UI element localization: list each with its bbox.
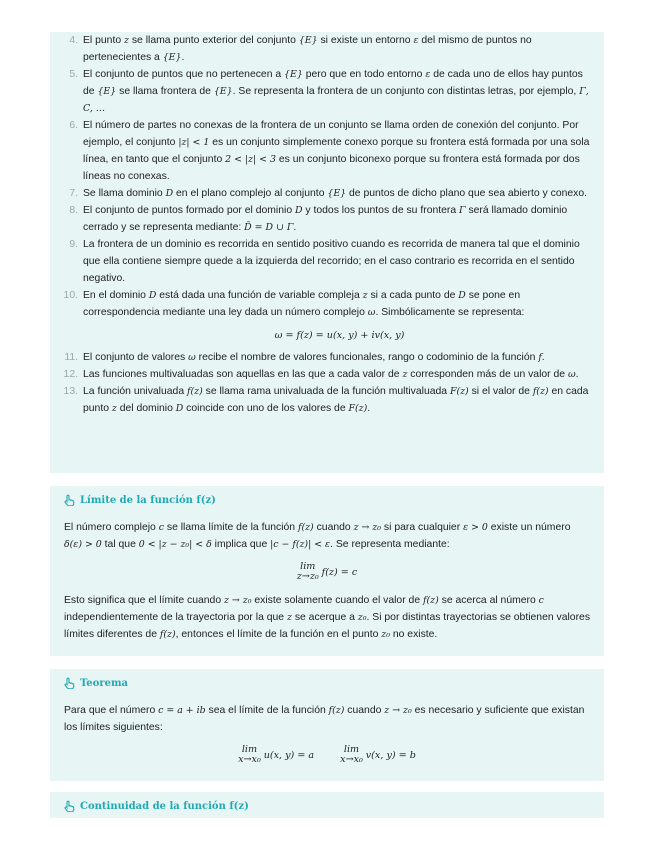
continuidad-box <box>50 792 604 818</box>
text-run: se pone en correspondencia mediante una ley dada un número complejo <box>83 290 521 318</box>
text-run: del mismo de puntos no pertenecientes a <box>83 35 532 63</box>
text-run: . <box>293 222 297 233</box>
limite-box <box>50 486 604 656</box>
hand-pointer-icon <box>64 494 75 506</box>
math-inline: c <box>538 595 544 606</box>
math-inline: D <box>175 403 184 414</box>
lim-operator: lim <box>300 561 316 572</box>
math-inline: δ(ε) > 0 <box>64 539 102 550</box>
math-inline: 0 < |z − z₀| < δ <box>138 539 212 550</box>
text-run: del dominio <box>116 403 176 414</box>
text-run: El número de partes no conexas de la frontera de un conjunto se llama orden de conexión del conjunto. Por ejemplo, el conjunto <box>83 120 579 148</box>
math-inline: |c − f(z)| < ε <box>270 539 331 550</box>
text-run: cuando <box>344 705 385 716</box>
text-run: tal que <box>101 539 139 550</box>
limite-definition <box>64 519 590 553</box>
list-item-text <box>83 352 545 363</box>
text-run: . <box>575 369 579 380</box>
list-item <box>60 287 596 344</box>
text-run: coincide con uno de los valores de <box>183 403 349 414</box>
math-inline: f(z) <box>423 595 439 606</box>
list-item-text <box>83 369 579 380</box>
lim-expression: f(z) = c <box>321 566 358 578</box>
text-run: se acerque a <box>291 612 358 623</box>
math-inline: f(z) <box>187 386 203 397</box>
list-item-number: 13. <box>63 386 78 397</box>
math-inline: D̄ = D ∪ Γ <box>244 222 294 233</box>
teorema-box <box>50 669 604 781</box>
list-item <box>60 383 596 417</box>
math-inline: ω <box>367 307 376 318</box>
text-run: El conjunto de puntos formado por el dominio <box>83 205 295 216</box>
text-run: sea el límite de la función <box>205 705 329 716</box>
math-inline: {E} <box>162 52 182 63</box>
math-inline: c <box>158 522 164 533</box>
list-item-number: 11. <box>64 352 78 363</box>
math-inline: Γ <box>459 205 466 216</box>
math-inline: F(z) <box>449 386 469 397</box>
math-inline: ε <box>413 35 419 46</box>
math-inline: 2 < |z| < 3 <box>225 154 276 165</box>
text-run: si el valor de <box>468 386 533 397</box>
hand-pointer-icon <box>64 800 75 812</box>
list-item <box>60 117 596 185</box>
list-item-text <box>83 386 588 414</box>
math-inline: z <box>362 290 368 301</box>
text-run: se llama límite de la función <box>163 522 298 533</box>
math-inline: {E} <box>284 69 303 80</box>
math-inline: {E} <box>213 86 233 97</box>
list-item <box>60 349 596 366</box>
math-inline: {E} <box>327 188 347 199</box>
list-item-text <box>83 188 587 199</box>
text-run: La frontera de un dominio es recorrida en sentido positivo cuando es recorrida de manera tal que el dominio que ella contiene siempre quede a la izquierda del recorrido; en el caso contrario es recorrida en el sentido negativo. <box>83 239 580 284</box>
text-run: El conjunto de puntos que no pertenecen a <box>83 69 285 80</box>
list-item-number: 8. <box>69 205 78 216</box>
text-run: en cada punto <box>83 386 589 414</box>
list-item <box>60 202 596 236</box>
definitions-list <box>60 32 596 417</box>
text-run: se acerca al número <box>438 595 539 606</box>
list-item <box>60 236 596 287</box>
math-inline: c = a + ib <box>158 705 206 716</box>
text-run: es un conjunto simplemente conexo porque su frontera está formada por una sola línea, en tanto que el conjunto <box>83 137 590 165</box>
text-run: se llama punto exterior del conjunto <box>128 35 299 46</box>
text-run: independientemente de la trayectoria por la que <box>64 612 287 623</box>
teorema-box-title: Teorema <box>80 677 129 689</box>
math-inline: F(z) <box>348 403 368 414</box>
list-item-number: 5. <box>69 69 78 80</box>
limite-box-header <box>64 491 590 509</box>
text-run: si para cualquier <box>381 522 464 533</box>
limit-equation <box>64 562 590 582</box>
math-inline: z → z₀ <box>224 595 252 606</box>
text-run: y todos los puntos de su frontera <box>302 205 460 216</box>
text-run: Esto significa que el límite cuando <box>64 595 224 606</box>
list-item-text <box>83 205 567 233</box>
list-item-number: 10. <box>63 290 78 301</box>
text-run: El número complejo <box>64 522 159 533</box>
text-run: En el dominio <box>83 290 149 301</box>
math-inline: z₀ <box>357 612 367 623</box>
math-inline: ε <box>425 69 431 80</box>
text-run: . Si por distintas trayectorias se obtienen valores límites diferentes de <box>64 612 591 640</box>
text-run: cuando <box>313 522 354 533</box>
math-inline: z₀ <box>381 629 390 640</box>
list-item <box>60 66 596 117</box>
display-equation: ω = f(z) = u(x, y) + iv(x, y) <box>274 330 405 341</box>
text-run: es un conjunto biconexo porque su frontera está formada por dos líneas no conexas. <box>83 154 580 182</box>
continuidad-box-title: Continuidad de la función f(z) <box>80 800 249 812</box>
text-run: de cada uno de ellos hay puntos de <box>83 69 583 97</box>
math-inline: ε > 0 <box>463 522 488 533</box>
text-run: en el plano complejo al conjunto <box>173 188 328 199</box>
math-inline: z <box>286 612 292 623</box>
math-inline: ω <box>567 369 576 380</box>
math-inline: Γ, C, … <box>83 86 589 114</box>
math-inline: |z| < 1 <box>178 137 210 148</box>
math-inline: f(z) <box>297 522 314 533</box>
list-item-text <box>83 239 580 284</box>
math-inline: D <box>294 205 303 216</box>
math-inline: z <box>111 403 117 414</box>
text-run: existe un número <box>487 522 571 533</box>
text-run: existe solamente cuando el valor de <box>251 595 424 606</box>
teorema-limits <box>64 745 590 765</box>
text-run: será llamado dominio cerrado y se representa mediante: <box>83 205 568 233</box>
limit-v: lim x→x₀ v(x, y) = b <box>340 744 416 765</box>
math-inline: z → z₀ <box>353 522 382 533</box>
text-run: Se llama dominio <box>83 188 166 199</box>
math-inline: z <box>124 35 129 46</box>
math-inline: {E} <box>298 35 318 46</box>
math-inline: z → z₀ <box>384 705 412 716</box>
text-run: . <box>541 352 545 363</box>
math-inline: f(z) <box>328 705 345 716</box>
list-item-number: 7. <box>69 188 78 199</box>
text-run: Las funciones multivaluadas son aquellas en las que a cada valor de <box>83 369 403 380</box>
list-item <box>60 32 596 66</box>
list-item-number: 4. <box>69 35 78 46</box>
limite-box-title: Límite de la función f(z) <box>80 494 216 506</box>
list-item-text <box>83 290 524 318</box>
math-inline: f <box>538 352 542 363</box>
math-inline: f(z) <box>532 386 549 397</box>
text-run: . Se representa mediante: <box>330 539 450 550</box>
math-inline: z <box>402 369 408 380</box>
text-run: es necesario y suficiente que existan los límites siguientes: <box>64 705 585 733</box>
text-run: La función univaluada <box>83 386 187 397</box>
lim-subscript: z→z₀ <box>296 571 319 582</box>
teorema-box-header <box>64 674 590 692</box>
text-run: . Simbólicamente se representa: <box>375 307 525 318</box>
text-run: recibe el nombre de valores funcionales, rango o codominio de la función <box>195 352 539 363</box>
hand-pointer-icon <box>64 677 75 689</box>
text-run: . <box>367 403 371 414</box>
text-run: no existe. <box>389 629 438 640</box>
text-run: si a cada punto de <box>367 290 459 301</box>
text-run: , entonces el límite de la función en el punto <box>175 629 382 640</box>
list-item-text <box>83 35 532 63</box>
text-run: . <box>181 52 185 63</box>
text-run: implica que <box>211 539 271 550</box>
text-run: El conjunto de valores <box>83 352 189 363</box>
text-run: si existe un entorno <box>317 35 414 46</box>
teorema-statement <box>64 702 590 736</box>
math-inline: {E} <box>97 86 117 97</box>
text-run: se llama frontera de <box>116 86 214 97</box>
text-run: se llama rama univaluada de la función multivaluada <box>202 386 450 397</box>
text-run: está dada una función de variable compleja <box>156 290 363 301</box>
list-item-number: 9. <box>69 239 78 250</box>
text-run: El punto <box>83 35 125 46</box>
text-run: de puntos de dicho plano que sea abierto y conexo. <box>346 188 588 199</box>
list-item-number: 6. <box>69 120 78 131</box>
list-item-text <box>83 120 589 182</box>
limit-u: lim x→x₀ u(x, y) = a <box>238 744 315 765</box>
text-run: pero que en todo entorno <box>302 69 426 80</box>
text-run: corresponden más de un valor de <box>407 369 568 380</box>
math-inline: D <box>458 290 466 301</box>
math-inline: D <box>165 188 174 199</box>
continuidad-box-header <box>64 797 590 815</box>
math-inline: f(z) <box>159 629 176 640</box>
list-item <box>60 366 596 383</box>
definitions-list-panel <box>50 32 604 473</box>
list-item-text <box>83 69 589 114</box>
list-item-number: 12. <box>63 369 78 380</box>
list-item <box>60 185 596 202</box>
text-run: Para que el número <box>64 705 159 716</box>
math-inline: ω <box>188 352 196 363</box>
limite-explanation <box>64 592 590 643</box>
math-inline: D <box>148 290 157 301</box>
text-run: . Se representa la frontera de un conjunto con distintas letras, por ejemplo, <box>232 86 580 97</box>
